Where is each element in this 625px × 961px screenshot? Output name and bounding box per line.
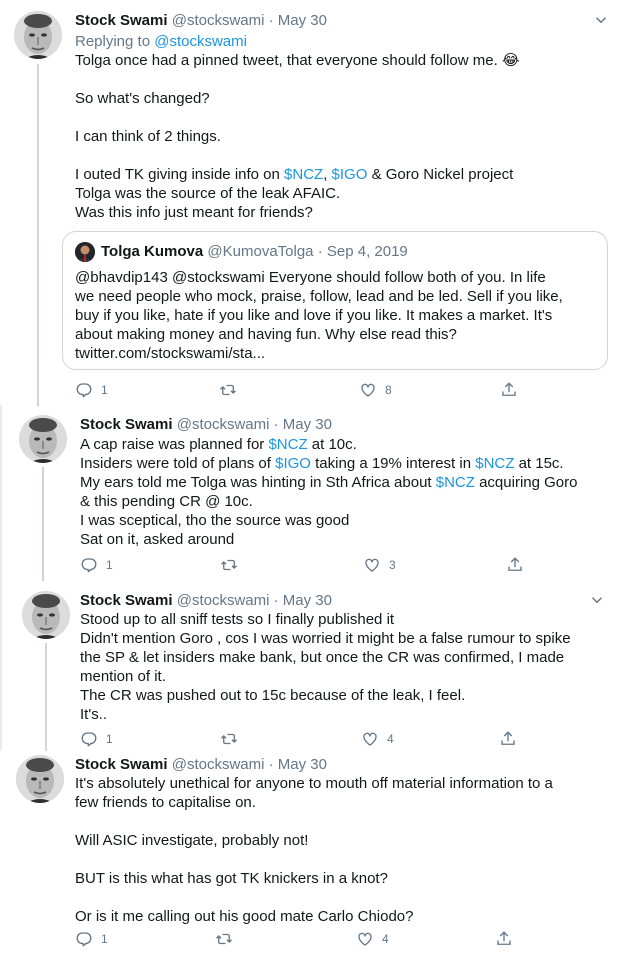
tweet-4[interactable] [0, 751, 625, 961]
text-segment: the SP & let insiders make bank, but once the CR was confirmed, I made [80, 649, 565, 666]
text-segment: taking a 19% interest in [310, 455, 476, 472]
share-icon [500, 381, 518, 399]
tweet-line [75, 184, 519, 203]
blank-line [75, 850, 553, 869]
retweet-icon [215, 930, 233, 948]
tweet-line [75, 774, 553, 793]
quoted-text [75, 268, 599, 363]
quoted-line: twitter.com/stockswami/sta... [75, 345, 266, 362]
text-segment: Will ASIC investigate, probably not! [75, 832, 309, 849]
quoted-display-name: Tolga Kumova [101, 243, 204, 260]
retweet-button[interactable] [215, 929, 233, 949]
like-icon [361, 730, 379, 748]
like-count: 8 [385, 383, 392, 397]
text-segment: It's.. [80, 706, 108, 723]
edge-line [0, 581, 2, 751]
cashtag-link[interactable]: $IGO [275, 455, 311, 472]
text-segment: A cap raise was planned for [80, 436, 269, 453]
reply-count: 1 [106, 732, 113, 746]
retweet-icon [219, 381, 237, 399]
quoted-line: buy if you like, hate if you like and love if you like. It makes a market. It's [75, 307, 553, 324]
tweet-line [75, 89, 519, 108]
text-segment: & Goro Nickel project [367, 166, 514, 183]
quoted-timestamp: · Sep 4, 2019 [317, 243, 408, 260]
retweet-icon [220, 730, 238, 748]
display-name[interactable]: Stock Swami [75, 756, 168, 773]
retweet-button[interactable] [220, 555, 238, 575]
tweet-line [75, 165, 519, 184]
timestamp[interactable]: · May 30 [268, 12, 327, 29]
display-name[interactable]: Stock Swami [80, 592, 173, 609]
blank-line [75, 812, 553, 831]
reply-icon [80, 730, 98, 748]
tweet-line [75, 793, 553, 812]
tweet-line [75, 869, 553, 888]
share-button[interactable] [506, 555, 524, 575]
text-segment: So what's changed? [75, 90, 210, 107]
tweet-line [75, 907, 553, 926]
like-count: 4 [387, 732, 394, 746]
handle[interactable]: @stockswami [171, 12, 265, 29]
reply-button[interactable] [75, 380, 108, 400]
tweet-line [80, 511, 577, 530]
text-segment: Sat on it, asked around [80, 531, 235, 548]
reply-icon [80, 556, 98, 574]
tweet-actions [75, 380, 595, 400]
blank-line [75, 70, 519, 89]
quoted-line: @bhavdip143 @stockswami Everyone should follow both of you. In life [75, 269, 546, 286]
tweet-text [80, 610, 571, 724]
avatar[interactable] [14, 11, 62, 59]
like-button[interactable] [359, 380, 392, 400]
retweet-button[interactable] [220, 729, 238, 749]
avatar[interactable] [22, 591, 70, 639]
timestamp[interactable]: · May 30 [268, 756, 327, 773]
like-button[interactable] [356, 929, 389, 949]
tweet-line [80, 454, 577, 473]
cashtag-link[interactable]: $NCZ [475, 455, 515, 472]
share-icon [506, 556, 524, 574]
tweet-header [75, 755, 327, 774]
handle[interactable]: @stockswami [176, 592, 270, 609]
reply-button[interactable] [75, 929, 108, 949]
tweet-actions [80, 555, 600, 575]
tweet-line [80, 530, 577, 549]
reply-count: 1 [106, 558, 113, 572]
tweet-line [80, 667, 571, 686]
text-segment: acquiring Goro [474, 474, 578, 491]
like-icon [363, 556, 381, 574]
edge-line [0, 405, 2, 581]
blank-line [75, 108, 519, 127]
reply-count: 1 [101, 932, 108, 946]
reply-icon [75, 381, 93, 399]
tweet-line [75, 51, 519, 70]
tweet-actions [80, 729, 600, 749]
cashtag-link[interactable]: $NCZ [268, 436, 308, 453]
retweet-icon [220, 556, 238, 574]
cashtag-link[interactable]: $NCZ [435, 474, 475, 491]
cashtag-link[interactable]: $NCZ [284, 166, 324, 183]
tweet-line [80, 435, 577, 454]
tweet-actions [75, 929, 595, 949]
text-segment: It's absolutely unethical for anyone to mouth off material information to a [75, 775, 553, 792]
avatar [75, 242, 95, 262]
handle[interactable]: @stockswami [176, 416, 270, 433]
tweet-line [80, 629, 571, 648]
blank-line [75, 146, 519, 165]
avatar[interactable] [19, 415, 67, 463]
reply-button[interactable] [80, 555, 113, 575]
display-name[interactable]: Stock Swami [75, 12, 168, 29]
share-button[interactable] [495, 929, 513, 949]
share-icon [499, 730, 517, 748]
tweet-line [80, 492, 577, 511]
timestamp[interactable]: · May 30 [273, 416, 332, 433]
handle[interactable]: @stockswami [171, 756, 265, 773]
text-segment: & this pending CR @ 10c. [80, 493, 253, 510]
tweet-line [80, 686, 571, 705]
tweet-line [80, 705, 571, 724]
text-segment: Was this info just meant for friends? [75, 204, 313, 221]
tweet-2[interactable] [0, 405, 625, 581]
text-segment: Didn't mention Goro , cos I was worried it might be a false rumour to spike [80, 630, 571, 647]
share-icon [495, 930, 513, 948]
avatar[interactable] [16, 755, 64, 803]
text-segment: I was sceptical, tho the source was good [80, 512, 350, 529]
text-segment: Tolga was the source of the leak AFAIC. [75, 185, 341, 202]
blank-line [75, 888, 553, 907]
like-button[interactable] [363, 555, 396, 575]
tweet-line [75, 203, 519, 222]
text-segment: at 10c. [307, 436, 357, 453]
like-count: 4 [382, 932, 389, 946]
text-segment: I can think of 2 things. [75, 128, 221, 145]
text-segment: Stood up to all sniff tests so I finally published it [80, 611, 395, 628]
tweet-header [80, 415, 332, 434]
quoted-tweet[interactable] [62, 231, 608, 370]
quoted-header [101, 243, 408, 260]
like-icon [359, 381, 377, 399]
reply-icon [75, 930, 93, 948]
text-segment: mention of it. [80, 668, 166, 685]
text-segment: BUT is this what has got TK knickers in a knot? [75, 870, 388, 887]
quoted-handle: @KumovaTolga [207, 243, 314, 260]
share-button[interactable] [499, 729, 517, 749]
quoted-line: about making money and having fun. Why else read this? [75, 326, 457, 343]
text-segment: The CR was pushed out to 15c because of the leak, I feel. [80, 687, 466, 704]
quoted-line: we need people who mock, praise, follow, lead and be led. Sell if you like, [75, 288, 563, 305]
text-segment: at 15c. [514, 455, 564, 472]
text-segment: I outed TK giving inside info on [75, 166, 285, 183]
thread-line [45, 643, 47, 751]
text-segment: , [323, 166, 332, 183]
tweet-line [80, 648, 571, 667]
like-count: 3 [389, 558, 396, 572]
tweet-line [75, 127, 519, 146]
tweet-header [80, 591, 332, 610]
like-button[interactable] [361, 729, 394, 749]
thread-line [37, 64, 39, 406]
tweet-line [75, 831, 553, 850]
text-segment: Insiders were told of plans of [80, 455, 276, 472]
replying-prefix: Replying to [75, 33, 155, 50]
text-segment: few friends to capitalise on. [75, 794, 256, 811]
timestamp[interactable]: · May 30 [273, 592, 332, 609]
text-segment: Or is it me calling out his good mate Carlo Chiodo? [75, 908, 414, 925]
text-segment: Tolga once had a pinned tweet, that everyone should follow me. 😂 [75, 52, 520, 69]
tweet-1[interactable] [0, 0, 625, 405]
chevron-down-icon[interactable] [592, 11, 610, 29]
text-segment: My ears told me Tolga was hinting in Sth Africa about [80, 474, 436, 491]
tweet-line [80, 473, 577, 492]
cashtag-link[interactable]: $IGO [331, 166, 368, 183]
tweet-text [75, 774, 553, 926]
replying-to-link[interactable]: @stockswami [154, 33, 247, 50]
tweet-header [75, 11, 327, 30]
tweet-text [80, 435, 577, 549]
display-name[interactable]: Stock Swami [80, 416, 173, 433]
tweet-3[interactable] [0, 581, 625, 751]
like-icon [356, 930, 374, 948]
tweet-text [75, 51, 519, 222]
replying-to [75, 32, 247, 51]
reply-button[interactable] [80, 729, 113, 749]
tweet-line [80, 610, 571, 629]
reply-count: 1 [101, 383, 108, 397]
share-button[interactable] [500, 380, 518, 400]
retweet-button[interactable] [219, 380, 237, 400]
thread-line [42, 467, 44, 581]
chevron-down-icon[interactable] [588, 591, 606, 609]
